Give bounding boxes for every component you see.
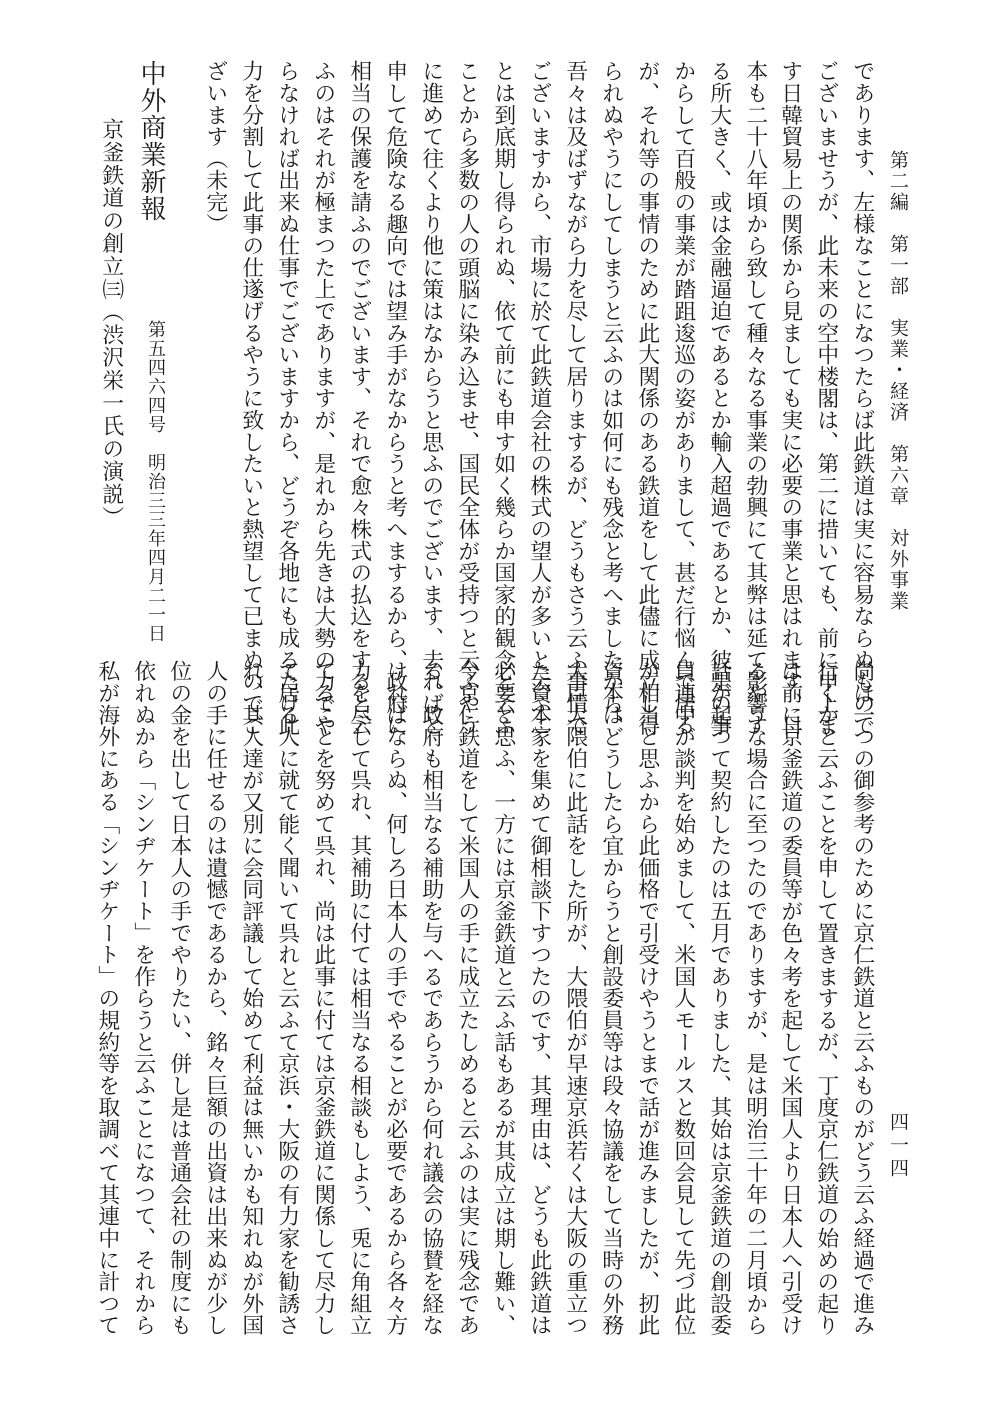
text-line: であります、左様なことになつたらば此鉄道は実に容易ならぬもので <box>849 60 875 736</box>
text-line: が、それ等の事情のために此大関係のある鉄道をして此儘に成立し得 <box>634 60 660 736</box>
text-line: 大臣大隈伯に此話をした所が、大隈伯が早速京浜若くは大阪の重立つ <box>562 660 588 1336</box>
text-line: た資本家を集めて御相談下すつたのです、其理由は、どうも此鉄道は <box>526 660 552 1336</box>
text-line: ことから多数の人の頭脳に染み込ませ、国民全体が受持つと云ふやう <box>454 60 480 736</box>
text-line: 申して危険なる趣向では望み手がなからうと考へまするから、政府に <box>382 60 408 736</box>
text-line: るやうな場合に至つたのでありますが、是は明治三十年の二月頃から <box>742 660 768 1336</box>
text-line: ございませうが、此未来の空中楼閣は、第二に措いても、前に申上ま <box>813 60 839 736</box>
article-title: 京釜鉄道の創立㈢（渋沢栄一氏の演説） <box>98 118 124 529</box>
text-line: ございますから、市場に於て此鉄道会社の株式の望人が多いと云ふこ <box>526 60 552 736</box>
text-line: 今京仁鉄道をして米国人の手に成立たしめると云ふのは実に残念であ <box>454 660 480 1336</box>
text-line: 力を尽して呉れ、其補助に付ては相当なる相談もしよう、兎に角組立 <box>346 660 372 1336</box>
text-line: て居る人に就て能く聞いて呉れと云ふて京浜・大阪の有力家を勧誘さ <box>274 660 300 1336</box>
issue-info: 第五四六四号 明治三三年四月二一日 <box>145 320 166 643</box>
text-line: ければならぬ、何しろ日本人の手でやることが必要であるから各々方 <box>382 660 408 1336</box>
text-line: てることを努めて呉れ、尚は此事に付ては京釜鉄道に関係して尽力し <box>310 660 336 1336</box>
text-line: 私が海外にある「シンヂケート」の規約等を取調べて其連中に計つて <box>94 660 120 1336</box>
text-line: とは到底期し得られぬ、依て前にも申す如く幾らか国家的観念と云ふ <box>490 60 516 736</box>
text-line: 本も二十八年頃から致して種々なる事業の勃興にて其弊は延て影響す <box>742 60 768 736</box>
text-line: 話が起つて契約したのは五月でありました、其始は京釜鉄道の創設委 <box>706 660 732 1336</box>
text-line: 必要と思ふ、一方には京釜鉄道と云ふ話もあるが其成立は期し難い、 <box>490 660 516 1336</box>
text-line: が相当と思ふから此価格で引受けやうとまで話が進みましたが、扨此 <box>634 660 660 1336</box>
text-line: 力を分割して此事の仕遂げるやうに致したいと熱望して已まぬのでご <box>238 60 264 736</box>
text-line: 依れぬから「シンヂケート」を作らうと云ふことになつて、それから <box>130 660 156 1336</box>
text-line: 吾々は及ばずながら力を尽して居りまするが、どうもさう云ふ事情で <box>562 60 588 736</box>
text-line: 位の金を出して日本人の手でやりたい、併し是は普通会社の制度にも <box>166 660 192 1336</box>
text-line: は前に京釜鉄道の委員等が色々考を起して米国人より日本人へ引受け <box>777 660 803 1336</box>
text-line: に進めて往くより他に策はなからうと思ふのでございます、去ればと <box>418 60 444 736</box>
text-line: 人の手に任せるのは遺憾であるから、銘々巨額の出資は出来ぬが少し <box>202 660 228 1336</box>
text-line: ふのはそれが極まつた上でありますが、是れから先きは大勢の力でや <box>310 60 336 736</box>
running-header: 第二編 第一部 実業・経済 第六章 対外事業 <box>887 150 909 612</box>
text-line: られぬやうにしてしまうと云ふのは如何にも残念と考へましたから、 <box>598 60 624 736</box>
text-line: 行くかと云ふことを申して置きまするが、丁度京仁鉄道の始めの起り <box>813 660 839 1336</box>
text-line: からして百般の事業が踏跙逡巡の姿がありまして、甚だ行悩んで居る <box>670 60 696 736</box>
text-line: る所大きく、或は金融逼迫であるとか輸入超過であるとか、彼是の事 <box>706 60 732 736</box>
text-line: す日韓貿易上の関係から見ましても実に必要の事業と思はれます、日 <box>777 60 803 736</box>
text-line: 資本はどうしたら宜からうと創設委員等は段々協議をして当時の外務 <box>598 660 624 1336</box>
text-line: れ、其人達が又別に会同評議して始めて利益は無いかも知れぬが外国 <box>238 660 264 1336</box>
text-line: 相当の保護を請ふのでございます、それで愈々株式の払込をすると云 <box>346 60 372 736</box>
text-line: 尚ほ一つの御参考のために京仁鉄道と云ふものがどう云ふ経過で進み <box>849 660 875 1336</box>
page-number: 四一四 <box>887 1112 909 1181</box>
newspaper-title: 中外商業新報 <box>136 60 166 222</box>
text-line: らなければ出来ぬ仕事でございますから、どうぞ各地にも成るたけ此 <box>274 60 300 736</box>
text-line: 員連中が談判を始めまして、米国人モールスと数回会見して先づ此位 <box>670 660 696 1336</box>
text-line: る、政府も相当なる補助を与へるであらうから何れ議会の協賛を経な <box>418 660 444 1336</box>
text-line: ざいます（未完） <box>202 60 228 235</box>
